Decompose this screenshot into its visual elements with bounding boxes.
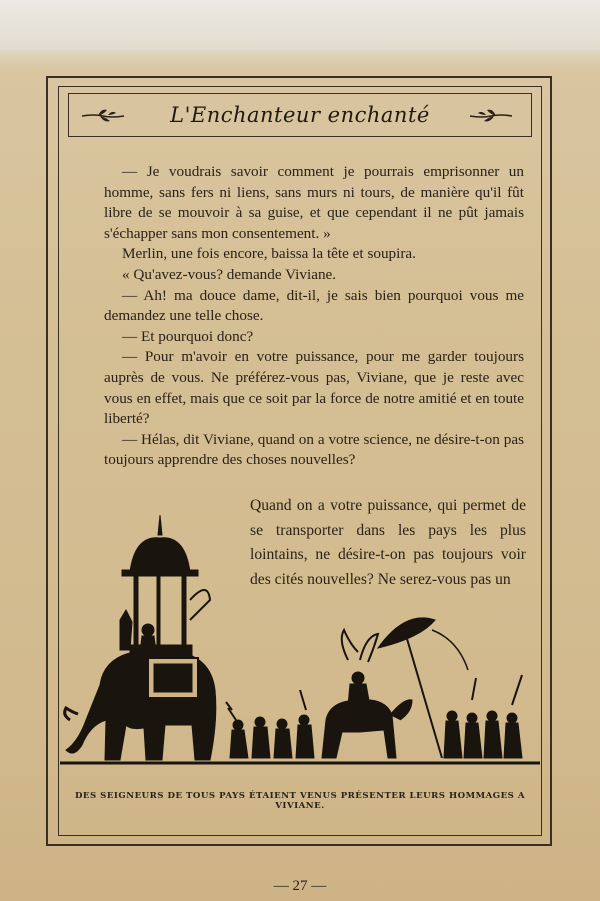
elephant-procession-silhouette — [60, 510, 540, 780]
chapter-title: L'Enchanteur enchanté — [170, 103, 430, 127]
body-text — [104, 162, 524, 471]
leaf-ornament-icon — [80, 104, 126, 126]
title-banner — [68, 93, 532, 137]
paragraph: « Qu'avez-vous? demande Viviane. — [122, 265, 337, 283]
paragraph: — Ah! ma douce dame, dit-il, je sais bien pourquoi vous me demandez une telle chose. — [104, 286, 524, 325]
paragraph: — Hélas, dit Viviane, quand on a votre science, ne désire-t-on pas toujours apprendre des choses nouvelles? — [104, 430, 524, 469]
page-top-edge — [0, 0, 600, 50]
paragraph: — Je voudrais savoir comment je pourrais emprisonner un homme, sans fers ni liens, sans murs ni tours, de manière qu'il fût libre de se mouvoir à sa guise, et que cependant il ne pût jamais s'échapper sans mon consentement. » — [104, 163, 524, 242]
paragraph: Merlin, une fois encore, baissa la tête et soupira. — [122, 245, 416, 263]
narrow-paragraph: Quand on a votre puissance, qui permet de se transporter dans les pays les plus lointains, ne désire-t-on pas toujours voir des cités nouvelles? Ne serez-vous pas un — [250, 497, 526, 588]
illustration-caption: DES SEIGNEURS DE TOUS PAYS ÉTAIENT VENUS PRÉSENTER LEURS HOMMAGES A VIVIANE. — [74, 791, 526, 811]
paragraph: — Pour m'avoir en votre puissance, pour me garder toujours auprès de vous. Ne préférez-vous pas, Viviane, que je reste avec vous en effet, mais que ce soit par la force de notre amitié et en toute liberté? — [104, 348, 524, 428]
leaf-ornament-icon — [468, 104, 514, 126]
page-number: — 27 — — [273, 878, 327, 894]
paragraph: — Et pourquoi donc? — [122, 327, 254, 345]
